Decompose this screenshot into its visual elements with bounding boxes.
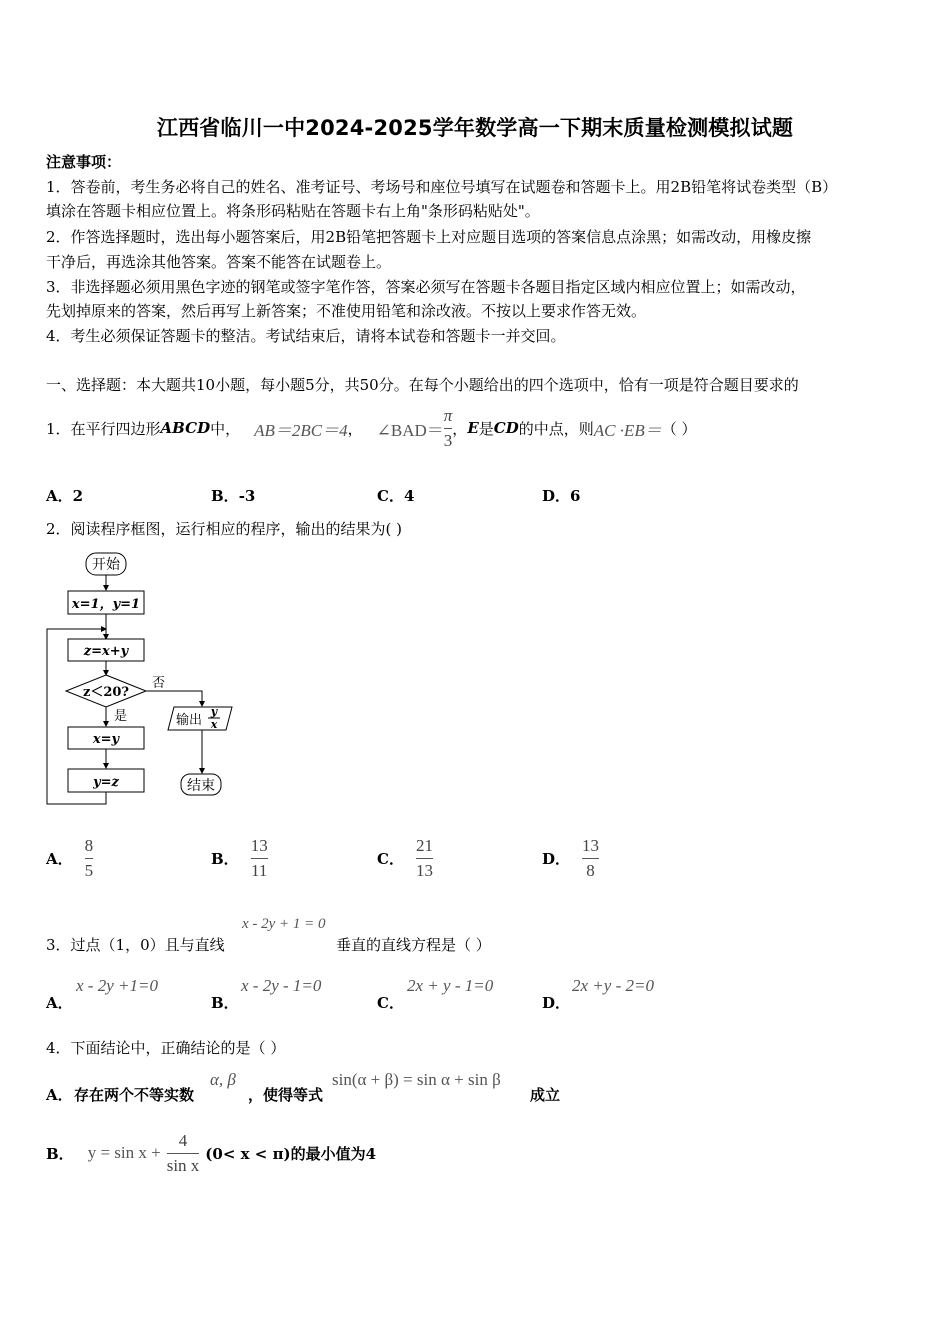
flow-output-denominator: x — [210, 718, 218, 731]
notice-line-6: 先划掉原来的答案，然后再写上新答案；不准使用铅笔和涂改液。不按以上要求作答无效。 — [46, 302, 647, 320]
q1-paren: （ ） — [661, 419, 697, 438]
flow-init-label: x=1，y=1 — [71, 597, 141, 612]
q3-option-c[interactable]: C． 2x + y - 1=0 — [377, 976, 494, 1012]
notice-line-4: 干净后，再选涂其他答案。答案不能答在试题卷上。 — [46, 253, 392, 271]
q2-option-b[interactable]: B． $\frac{13}{11}$ — [211, 836, 268, 880]
q1-angle: ∠BAD＝ — [376, 420, 444, 440]
q1-zhong: 中， — [210, 419, 241, 438]
flow-assign-y-label: y=z — [93, 775, 119, 790]
notice-line-7: 4．考生必须保证答题卡的整洁。考试结束后，请将本试卷和答题卡一并交回。 — [46, 327, 566, 345]
section-heading: 一、选择题：本大题共10小题，每小题5分，共50分。在每个小题给出的四个选项中，恰有一项是符合题目要求的 — [46, 376, 799, 394]
q1-pi: π — [443, 405, 453, 425]
notice-line-5: 3．非选择题必须用黑色字迹的钢笔或签字笔作答，答案必须写在答题卡各题目指定区域内相应位置上；如需改动， — [46, 278, 806, 296]
q4-option-b[interactable]: B． y = sin x + $\frac{4}{\text{sin x}}$ (0< x < π)的最小值为4 — [46, 1130, 377, 1175]
q1-option-a[interactable]: A．2 — [46, 487, 84, 505]
flow-start-label: 开始 — [92, 557, 120, 573]
flow-output-numerator: y — [210, 705, 218, 718]
q2-stem: 2．阅读程序框图，运行相应的程序，输出的结果为( ) — [46, 520, 403, 538]
q1-dot-product: AC ·EB＝ — [593, 420, 662, 440]
flow-assign-x-label: x=y — [92, 732, 120, 747]
flow-end-label: 结束 — [187, 778, 215, 794]
q2-option-a[interactable]: A． $\frac{8}{5}$ — [46, 836, 94, 880]
page-title: 江西省临川一中2024-2025学年数学高一下期末质量检测模拟试题 — [156, 116, 794, 140]
q4-option-a[interactable]: A． 存在两个不等实数 α, β ，使得等式 sin(α + β) = sin α + sin β 成立 — [46, 1070, 561, 1104]
q2-option-c[interactable]: C． $\frac{21}{13}$ — [377, 836, 433, 880]
q3-option-b[interactable]: B． x - 2y - 1=0 — [211, 976, 322, 1012]
q1-option-d[interactable]: D．6 — [542, 487, 581, 505]
q1-equation: AB＝2BC＝4 — [254, 420, 348, 440]
flow-no-label: 否 — [152, 676, 166, 691]
q1-e-part-2: 是 — [478, 419, 494, 438]
q2-flowchart — [40, 548, 240, 810]
flow-condition-label: z＜20? — [82, 685, 130, 700]
q1-abcd: ABCD — [160, 419, 211, 437]
q2-option-d[interactable]: D． $\frac{13}{8}$ — [542, 836, 600, 880]
q1-option-c[interactable]: C．4 — [377, 487, 415, 505]
flow-output-label: 输出 — [176, 713, 203, 728]
q1-e: E — [467, 419, 479, 437]
q1-comma: ， — [347, 419, 363, 438]
q3-line-equation: x - 2y + 1 = 0 — [242, 916, 326, 932]
q1-cd: CD — [493, 419, 519, 437]
q1-option-b[interactable]: B．-3 — [211, 487, 256, 505]
notice-line-1: 1．答卷前，考生务必将自己的姓名、准考证号、考场号和座位号填写在试题卷和答题卡上。用2B铅笔将试卷类型（B） — [46, 178, 838, 196]
q1-e-part-1: ， — [452, 419, 468, 438]
q3-option-a[interactable]: A． x - 2y +1=0 — [46, 976, 158, 1012]
flow-assign-z-label: z=x+y — [83, 644, 129, 659]
notice-line-3: 2．作答选择题时，选出每小题答案后，用2B铅笔把答题卡上对应题目选项的答案信息点涂黑；如需改动，用橡皮擦 — [46, 228, 812, 246]
flow-yes-label: 是 — [114, 709, 128, 724]
q4-stem: 4．下面结论中，正确结论的是（ ） — [46, 1039, 286, 1057]
q1-e-part-3: 的中点，则 — [518, 419, 594, 438]
q1-three: 3 — [443, 430, 453, 450]
q3-prefix: 3．过点（1，0）且与直线 — [46, 936, 225, 954]
question-1 — [46, 403, 697, 453]
q1-prefix: 1．在平行四边形 — [46, 419, 161, 438]
notice-line-2: 填涂在答题卡相应位置上。将条形码粘贴在答题卡右上角"条形码粘贴处"。 — [46, 202, 540, 220]
q3-option-d[interactable]: D． 2x +y - 2=0 — [542, 976, 654, 1012]
notice-heading: 注意事项： — [46, 153, 122, 171]
q3-suffix: 垂直的直线方程是（ ） — [336, 936, 491, 954]
q1-angle-fraction — [444, 406, 453, 451]
